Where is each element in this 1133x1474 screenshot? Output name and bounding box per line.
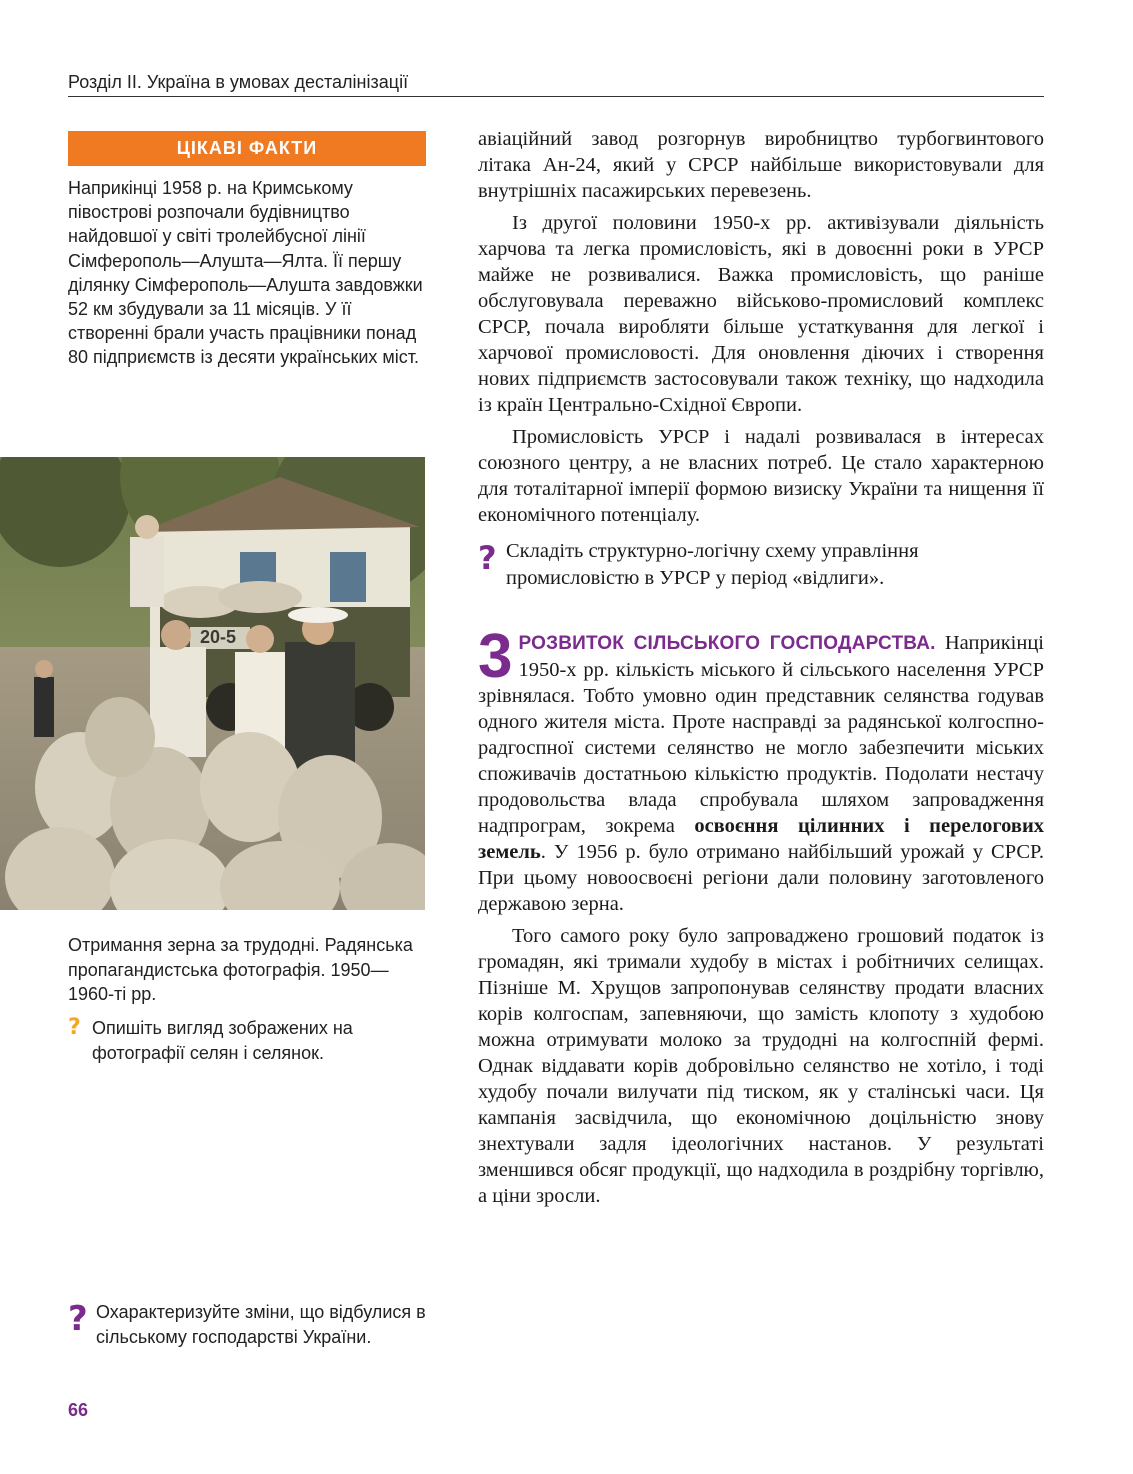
- page-number: 66: [68, 1400, 89, 1420]
- side-question-1: [68, 1016, 428, 1065]
- facts-text: Наприкінці 1958 р. на Кримському півострові розпочали будівництво найдовшої у світі тролейбусної лінії Сімферополь—Алушта—Ялта. Її першу ділянку Сімферополь—Алушта завдовжки 52 км збудували за 11 місяців. У її створенні брали участь працівники понад 80 підприємств із десяти українських міст.: [68, 178, 423, 368]
- paragraph: Із другої половини 1950-х рр. активізували діяльність харчова та легка промисловість, які в довоєнні роки в УРСР майже не розвивалися. Важка промисловість, що раніше обслуговувала переважно військово-промисловий комплекс СРСР, почала виробляти більше устаткування для легкої і харчової промисловості. Для оновлення діючих і створення нових підприємств застосовували також техніку, що надходила із країн Центрально-Східної Європи.: [478, 212, 1044, 416]
- side-question-2: [68, 1300, 428, 1349]
- section-text-bold: освоєння цілинних і перелогових земель: [478, 815, 1044, 863]
- photo-illustration: [0, 457, 425, 910]
- question-mark-icon: ?: [68, 1299, 88, 1339]
- photo-caption: Отримання зерна за трудодні. Радянська пропагандистська фотографія. 1950—1960-ті рр.: [68, 935, 413, 1004]
- main-column: [478, 126, 1044, 1209]
- truck-plate: 20-5: [200, 627, 237, 647]
- running-header: Розділ ІІ. Україна в умовах десталінізації: [68, 70, 1044, 97]
- section-3: [478, 622, 1044, 1209]
- main-question: [478, 538, 1044, 592]
- main-question-text: Складіть структурно-логічну схему управління промисловістю в УРСР у період «відлиги».: [506, 540, 919, 589]
- question-mark-icon: ?: [68, 1015, 81, 1040]
- facts-label: ЦІКАВІ ФАКТИ: [68, 131, 426, 166]
- section-heading: РОЗВИТОК СІЛЬСЬКОГО ГОСПОДАРСТВА.: [518, 633, 936, 654]
- section-number: 3: [478, 622, 513, 691]
- section-text-start: Наприкінці 1950-х рр. кількість міського й сільського населення УРСР зрівнялася. Тобто умовно один представник селянства годував одного жителя міста. Проте насправді за радянської колгоспно-радгоспної системи селянство не могло забезпечити міських споживачів достатньою кількістю продуктів. Подолати нестачу продовольства влада спробувала шляхом запровадження надпрограм, зокрема: [478, 632, 1044, 837]
- side-question-1-text: Опишіть вигляд зображених на фотографії селян і селянок.: [92, 1018, 353, 1063]
- paragraph: Промисловість УРСР і надалі розвивалася в інтересах союзного центру, а не власних потреб. Це стало характерною для тоталітарної імперії формою визиску України та нищення її економічного потенціалу.: [478, 426, 1044, 526]
- paragraph: авіаційний завод розгорнув виробництво турбогвинтового літака Ан-24, який у СРСР найбільше використовували для внутрішніх пасажирських перевезень.: [478, 128, 1044, 202]
- section-text-end: . У 1956 р. було отримано найбільший урожай у СРСР. При цьому новоосвоєні регіони дали половину заготовленого державою зерна.: [478, 841, 1044, 915]
- side-question-2-text: Охарактеризуйте зміни, що відбулися в сільському господарстві України.: [96, 1302, 426, 1347]
- question-mark-icon: ?: [478, 539, 497, 577]
- grain-photo: [0, 457, 425, 910]
- paragraph: Того самого року було запроваджено грошовий податок із громадян, які тримали худобу в містах і робітничих селищах. Пізніше М. Хрущов запропонував селянству продати власних корів колгоспам, запевняючи, що замість клопоту з худобою можна отримувати молоко за трудодні на колгоспній фермі. Однак віддавати корів добровільно селянство не хотіло, і тоді худобу почали вилучати під тиском, як у сталінські часи. Ця кампанія засвідчила, що економічною доцільністю знову знехтували задля ідеологічних настанов. У результаті зменшився обсяг продукції, що надходила в роздрібну торгівлю, а ціни зросли.: [478, 925, 1044, 1207]
